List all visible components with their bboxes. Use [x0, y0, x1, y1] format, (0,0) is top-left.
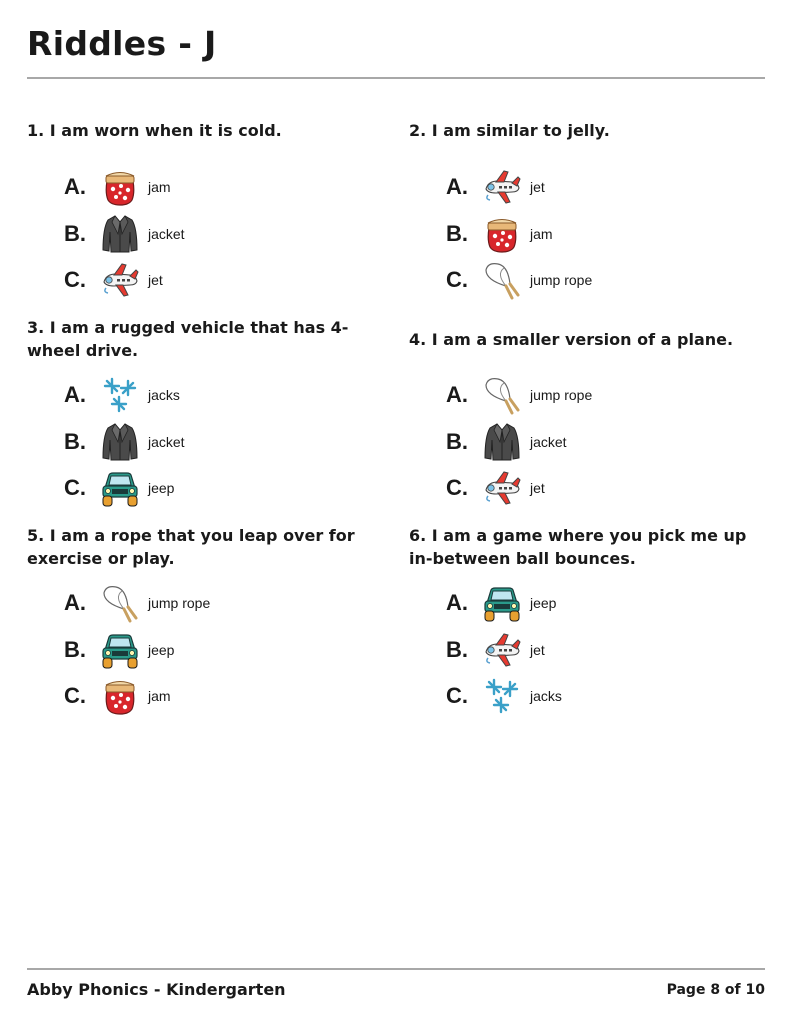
- option-word: jam: [148, 179, 171, 195]
- jacks-icon: [482, 676, 522, 716]
- option-letter: C.: [446, 683, 468, 708]
- option-word: jump rope: [148, 595, 211, 611]
- jacks-icon: [100, 375, 140, 415]
- option-b[interactable]: [64, 630, 174, 670]
- option-b[interactable]: [446, 422, 567, 462]
- option-b[interactable]: [64, 422, 185, 462]
- option-word: jet: [148, 272, 163, 288]
- jump-rope-icon: [482, 375, 522, 415]
- option-letter: B.: [64, 636, 86, 662]
- option-letter: C.: [64, 267, 86, 292]
- jacket-icon: [482, 422, 522, 462]
- option-word: jet: [530, 179, 545, 195]
- option-a[interactable]: [64, 583, 210, 623]
- page-title: Riddles - J: [27, 24, 217, 63]
- option-word: jump rope: [530, 387, 593, 403]
- option-word: jacket: [148, 225, 185, 242]
- option-letter: B.: [64, 428, 86, 454]
- option-letter: B.: [446, 220, 468, 246]
- jam-jar-icon: [100, 167, 140, 207]
- question-1: [27, 119, 377, 292]
- option-word: jeep: [148, 480, 175, 496]
- option-a[interactable]: [64, 167, 171, 207]
- jet-icon: [482, 167, 522, 207]
- option-letter: A.: [64, 382, 86, 407]
- jam-jar-icon: [482, 214, 522, 254]
- option-word: jet: [530, 480, 545, 496]
- footer-page-number: Page 8 of 10: [666, 982, 765, 998]
- option-word: jeep: [148, 641, 175, 658]
- option-word: jacket: [530, 433, 567, 450]
- option-a[interactable]: [446, 375, 592, 415]
- option-word: jeep: [530, 595, 557, 611]
- option-letter: A.: [446, 174, 468, 199]
- option-b[interactable]: [446, 630, 545, 670]
- option-word: jacket: [148, 433, 185, 450]
- option-c[interactable]: [446, 468, 545, 508]
- option-c[interactable]: [446, 260, 592, 300]
- question-text: 5. I am a rope that you leap over for exercise or play.: [27, 526, 355, 568]
- option-letter: A.: [446, 382, 468, 407]
- jeep-icon: [100, 630, 140, 670]
- option-c[interactable]: [64, 676, 171, 716]
- jet-icon: [482, 468, 522, 508]
- option-letter: B.: [446, 636, 468, 662]
- option-c[interactable]: [64, 468, 174, 508]
- title-divider: [27, 77, 765, 79]
- question-text: 4. I am a smaller version of a plane.: [409, 329, 734, 349]
- option-a[interactable]: [446, 583, 556, 623]
- jet-icon: [482, 630, 522, 670]
- question-4: [409, 316, 759, 500]
- jump-rope-icon: [482, 260, 522, 300]
- jam-jar-icon: [100, 676, 140, 716]
- option-letter: A.: [446, 590, 468, 615]
- option-word: jam: [530, 225, 553, 242]
- option-letter: C.: [446, 475, 468, 500]
- option-letter: A.: [64, 590, 86, 615]
- question-6: [409, 524, 759, 708]
- option-letter: B.: [64, 220, 86, 246]
- option-word: jet: [530, 641, 545, 658]
- question-2: [409, 119, 759, 292]
- option-letter: B.: [446, 428, 468, 454]
- option-letter: C.: [446, 267, 468, 292]
- option-b[interactable]: [446, 214, 553, 254]
- jacket-icon: [100, 214, 140, 254]
- jacket-icon: [100, 422, 140, 462]
- option-word: jump rope: [530, 272, 593, 288]
- question-text: 2. I am similar to jelly.: [409, 121, 610, 140]
- footer-publisher: Abby Phonics - Kindergarten: [27, 980, 286, 999]
- jeep-icon: [100, 468, 140, 508]
- question-text: 1. I am worn when it is cold.: [27, 121, 282, 140]
- option-word: jacks: [530, 688, 562, 704]
- option-a[interactable]: [446, 167, 545, 207]
- option-word: jacks: [148, 387, 180, 403]
- option-letter: A.: [64, 174, 86, 199]
- question-text: 6. I am a game where you pick me up in-between ball bounces.: [409, 526, 747, 568]
- option-letter: C.: [64, 683, 86, 708]
- jet-icon: [100, 260, 140, 300]
- option-c[interactable]: [64, 260, 163, 300]
- option-c[interactable]: [446, 676, 562, 716]
- question-text: 3. I am a rugged vehicle that has 4-wheel drive.: [27, 318, 349, 360]
- option-word: jam: [148, 688, 171, 704]
- jeep-icon: [482, 583, 522, 623]
- option-b[interactable]: [64, 214, 185, 254]
- option-letter: C.: [64, 475, 86, 500]
- question-3: [27, 316, 377, 500]
- question-5: [27, 524, 377, 708]
- jump-rope-icon: [100, 583, 140, 623]
- footer-divider: [27, 968, 765, 970]
- option-a[interactable]: [64, 375, 180, 415]
